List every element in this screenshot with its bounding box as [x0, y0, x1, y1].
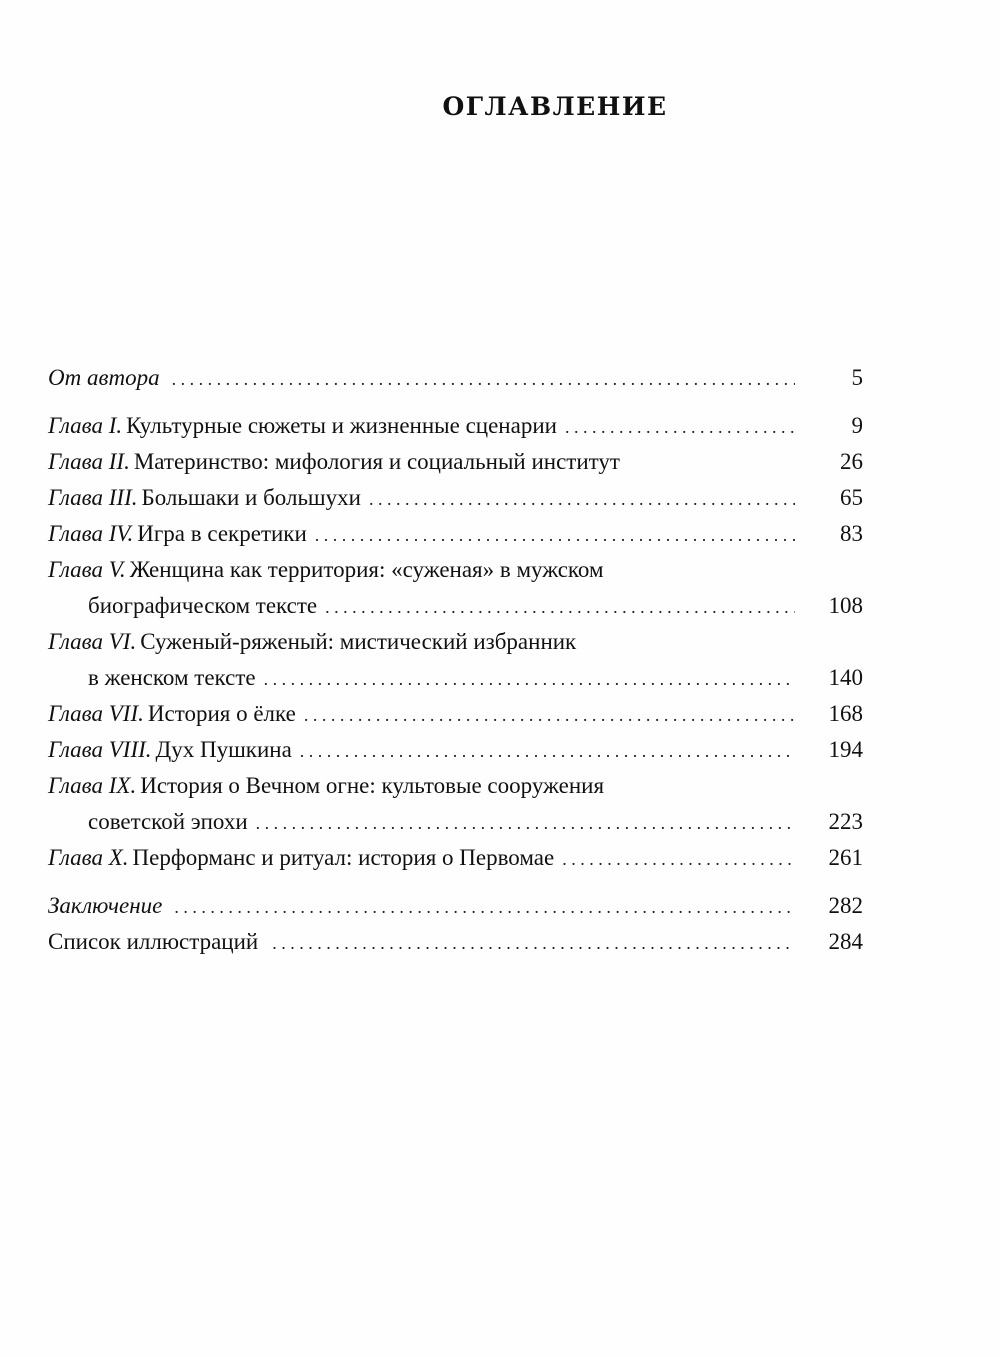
toc-page-number: 168	[828, 701, 863, 726]
dot-leader	[315, 517, 795, 553]
toc-entry-title: Женщина как территория: «суженая» в мужском	[129, 557, 604, 582]
dot-leader	[562, 841, 795, 877]
dot-leader	[174, 889, 795, 925]
toc-page-number: 284	[828, 929, 863, 954]
toc-entry-label: Глава I.	[48, 413, 123, 438]
toc-entry-label: Список иллюстраций	[48, 929, 259, 954]
toc-page-number: 108	[828, 593, 863, 618]
toc-entry-title-continued: в женском тексте	[88, 665, 256, 690]
toc-entry-title: Большаки и большухи	[141, 485, 361, 510]
toc-entry-label: Глава X.	[48, 845, 129, 870]
toc-page-number: 65	[840, 485, 863, 510]
toc-entry-title: История о Вечном огне: культовые сооружения	[140, 773, 605, 798]
toc-entry-title: Культурные сюжеты и жизненные сценарии	[126, 413, 557, 438]
dot-leader	[172, 361, 795, 397]
toc-entry-label: Глава V.	[48, 557, 126, 582]
dot-leader	[304, 697, 795, 733]
toc-entry-label: От автора	[48, 365, 160, 390]
toc-entry-chapter-7[interactable]	[48, 696, 863, 732]
dot-leader	[325, 589, 795, 625]
toc-entry-label: Глава II.	[48, 449, 130, 474]
toc-entry-label: Глава IV.	[48, 521, 134, 546]
toc-entry-illustrations-list[interactable]	[48, 924, 863, 960]
toc-entry-chapter-6[interactable]	[48, 624, 863, 696]
toc-entry-foreword[interactable]	[48, 360, 863, 396]
toc-page-number: 223	[828, 809, 863, 834]
toc-entry-chapter-8[interactable]	[48, 732, 863, 768]
toc-entry-label: Заключение	[48, 893, 163, 918]
toc-entry-title: Дух Пушкина	[155, 737, 292, 762]
toc-entry-title: Перформанс и ритуал: история о Первомае	[132, 845, 555, 870]
toc-entry-title-continued: советской эпохи	[88, 809, 248, 834]
dot-leader	[256, 805, 795, 841]
toc-page-number: 9	[851, 413, 863, 438]
toc-entry-title-continued: биографическом тексте	[88, 593, 318, 618]
toc-entry-title: Материнство: мифология и социальный институт	[133, 449, 620, 474]
page-title: ОГЛАВЛЕНИЕ	[442, 92, 668, 121]
toc-entry-label: Глава VIII.	[48, 737, 152, 762]
toc-entry-chapter-9[interactable]	[48, 768, 863, 840]
toc-page-number: 26	[840, 449, 863, 474]
table-of-contents	[48, 360, 863, 960]
toc-page-number: 83	[840, 521, 863, 546]
toc-entry-chapter-3[interactable]	[48, 480, 863, 516]
dot-leader	[369, 481, 795, 517]
toc-entry-conclusion[interactable]	[48, 888, 863, 924]
toc-entry-label: Глава III.	[48, 485, 138, 510]
toc-entry-chapter-5[interactable]	[48, 552, 863, 624]
toc-page-number: 194	[828, 737, 863, 762]
dot-leader	[264, 661, 795, 697]
toc-entry-chapter-10[interactable]	[48, 840, 863, 876]
toc-page-number: 5	[851, 365, 863, 390]
dot-leader	[272, 925, 795, 961]
toc-entry-label: Глава VI.	[48, 629, 137, 654]
toc-entry-title: Игра в секретики	[137, 521, 307, 546]
toc-entry-chapter-2[interactable]	[48, 444, 863, 480]
toc-entry-chapter-4[interactable]	[48, 516, 863, 552]
dot-leader	[300, 733, 795, 769]
toc-page-number: 282	[828, 893, 863, 918]
toc-entry-chapter-1[interactable]	[48, 408, 863, 444]
toc-page-number: 261	[828, 845, 863, 870]
toc-entry-label: Глава VII.	[48, 701, 144, 726]
toc-page-number: 140	[828, 665, 863, 690]
toc-entry-title: Суженый-ряженый: мистический избранник	[140, 629, 577, 654]
toc-entry-label: Глава IX.	[48, 773, 137, 798]
dot-leader	[565, 409, 795, 445]
toc-entry-title: История о ёлке	[147, 701, 296, 726]
